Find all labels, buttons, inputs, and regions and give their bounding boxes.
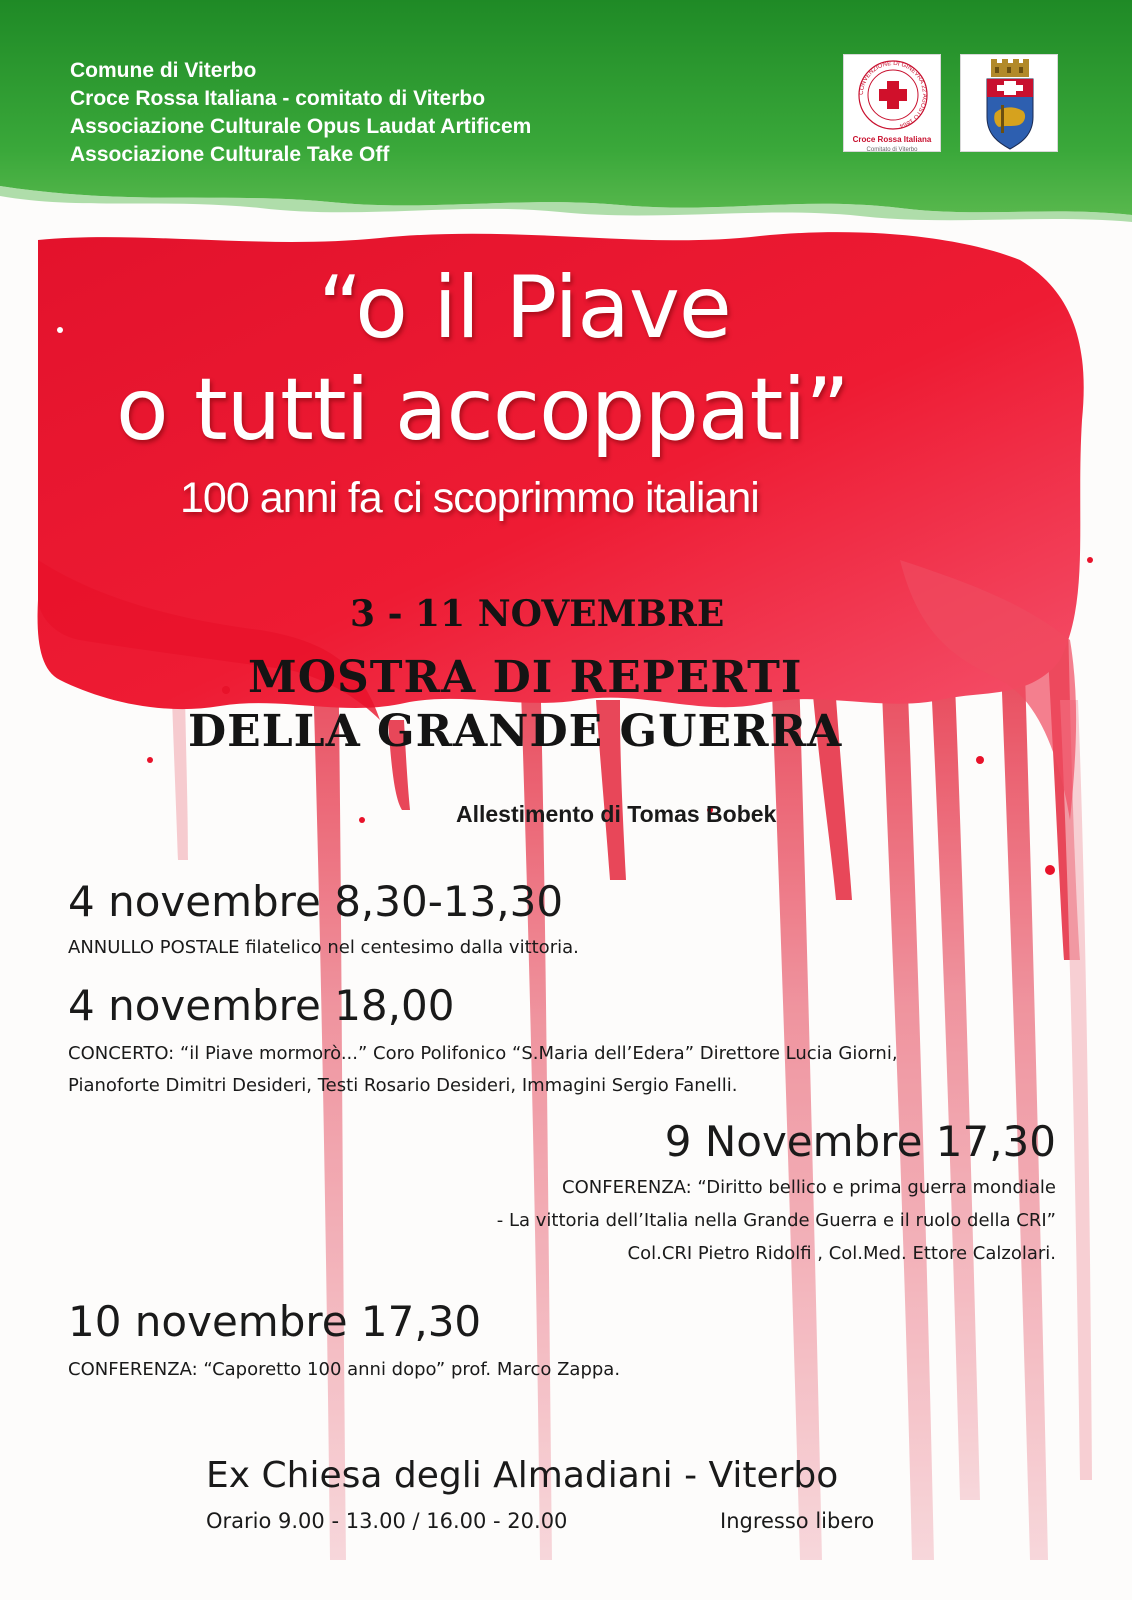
venue: Ex Chiesa degli Almadiani - Viterbo — [206, 1455, 839, 1496]
city-coat-of-arms-icon — [961, 55, 1059, 153]
event-description: Col.CRI Pietro Ridolfi , Col.Med. Ettore Calzolari. — [627, 1243, 1056, 1264]
event-description: CONFERENZA: “Caporetto 100 anni dopo” prof. Marco Zappa. — [68, 1359, 621, 1380]
svg-text:CONVENZIONE DI GINEVRA 22 AGOS: CONVENZIONE DI GINEVRA 22 AGOSTO 1864 — [857, 59, 929, 130]
opening-hours: Orario 9.00 - 13.00 / 16.00 - 20.00 — [206, 1509, 568, 1533]
event-date: 9 Novembre 17,30 — [664, 1117, 1056, 1166]
exhibition-name-line-2: DELLA GRANDE GUERRA — [188, 706, 843, 757]
event-description: ANNULLO POSTALE filatelico nel centesimo dalla vittoria. — [68, 937, 579, 958]
red-cross-subcaption: Comitato di Viterbo — [866, 147, 918, 153]
red-cross-logo — [843, 54, 941, 152]
free-entry: Ingresso libero — [720, 1509, 875, 1533]
event-description: - La vittoria dell’Italia nella Grande Guerra e il ruolo della CRI” — [496, 1210, 1056, 1231]
event-date: 4 novembre 8,30-13,30 — [68, 877, 564, 926]
organizer-line: Croce Rossa Italiana - comitato di Viterbo — [70, 87, 486, 110]
event-description: CONCERTO: “il Piave mormorò...” Coro Polifonico “S.Maria dell’Edera” Direttore Lucia Giorni, — [68, 1043, 898, 1064]
organizer-line: Associazione Culturale Take Off — [70, 143, 390, 166]
event-date: 4 novembre 18,00 — [68, 981, 455, 1030]
exhibition-curator: Allestimento di Tomas Bobek — [456, 801, 777, 827]
title-line-2: o tutti accoppati” — [116, 360, 849, 460]
organizer-line: Associazione Culturale Opus Laudat Artificem — [70, 115, 532, 138]
subtitle: 100 anni fa ci scoprimmo italiani — [180, 474, 759, 522]
title-line-1: “o il Piave — [318, 258, 731, 358]
red-cross-emblem-icon — [844, 55, 942, 135]
event-description: Pianoforte Dimitri Desideri, Testi Rosario Desideri, Immagini Sergio Fanelli. — [68, 1075, 738, 1096]
red-cross-caption: Croce Rossa Italiana — [852, 135, 932, 144]
city-logo — [960, 54, 1058, 152]
organizer-line: Comune di Viterbo — [70, 59, 257, 82]
event-description: CONFERENZA: “Diritto bellico e prima guerra mondiale — [562, 1177, 1056, 1198]
exhibition-dates: 3 - 11 NOVEMBRE — [350, 593, 725, 635]
event-date: 10 novembre 17,30 — [68, 1297, 482, 1346]
exhibition-name-line-1: MOSTRA DI REPERTI — [248, 652, 803, 703]
